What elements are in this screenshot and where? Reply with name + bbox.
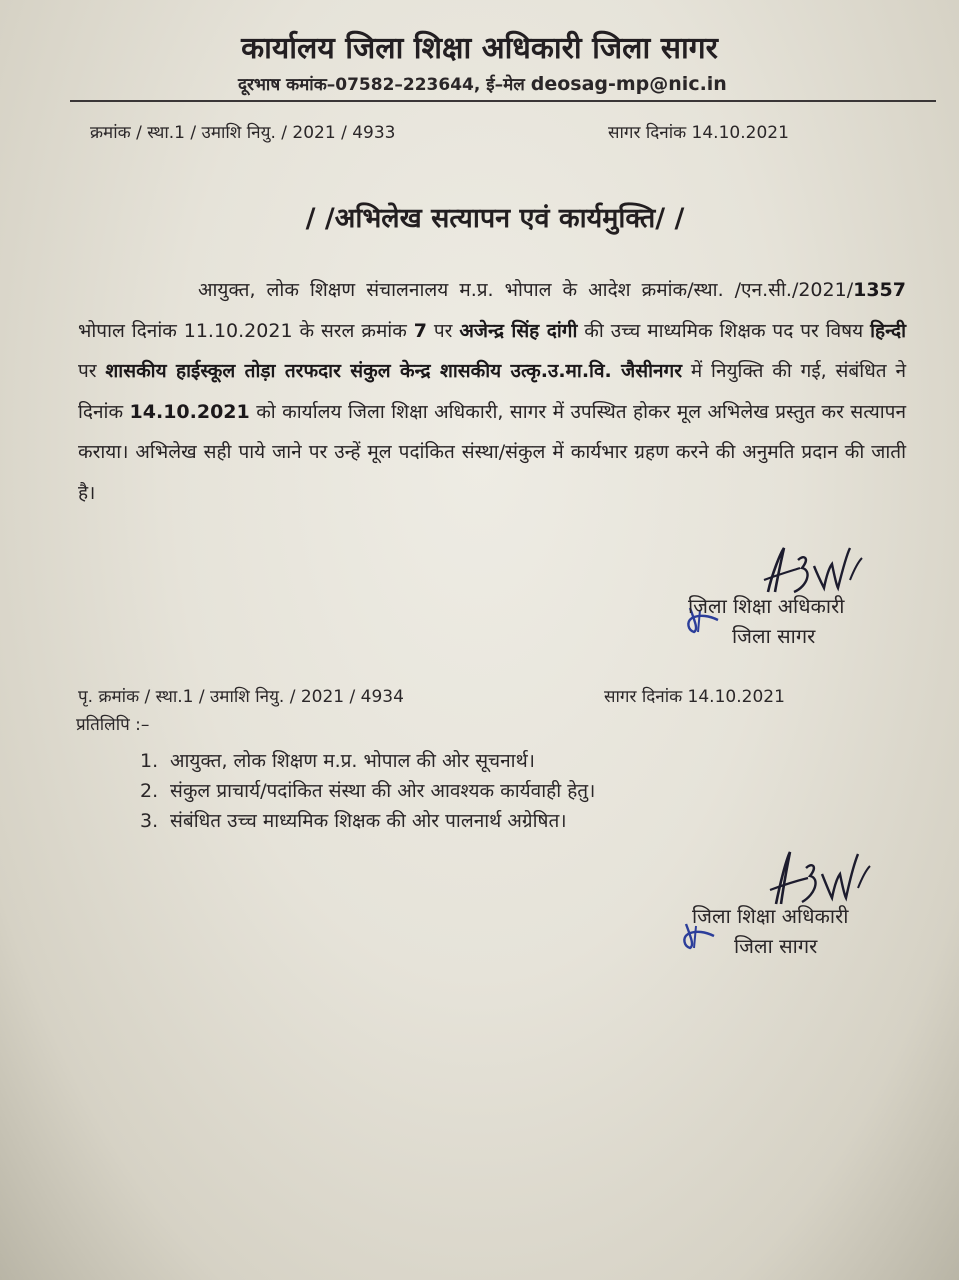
signatory-title-2: जिला शिक्षा अधिकारी xyxy=(692,904,849,928)
document-title: / /अभिलेख सत्यापन एवं कार्यमुक्ति/ / xyxy=(305,203,685,234)
signatory-district-2: जिला सागर xyxy=(734,934,818,958)
list-item: 1. आयुक्त, लोक शिक्षण म.प्र. भोपाल की ओर सूचनार्थ। xyxy=(140,750,535,772)
letterhead-divider xyxy=(70,100,936,102)
signatory-title: जिला शिक्षा अधिकारी xyxy=(688,594,845,618)
contact-phone: दूरभाष कमांक–07582–223644, ई–मेल xyxy=(238,75,525,95)
copy-to-label: प्रतिलिपि :– xyxy=(76,715,150,735)
order-number: क्रमांक / स्था.1 / उमाशि नियु. / 2021 / 4933 xyxy=(90,123,396,143)
list-item: 3. संबंधित उच्च माध्यमिक शिक्षक की ओर पालनार्थ अग्रेषित। xyxy=(140,810,567,832)
contact-email: deosag-mp@nic.in xyxy=(530,73,727,95)
endorsement-number: पृ. क्रमांक / स्था.1 / उमाशि नियु. / 2021 / 4934 xyxy=(78,687,404,707)
order-body: आयुक्त, लोक शिक्षण संचालनालय म.प्र. भोपाल के आदेश क्रमांक/स्था. /एन.सी./2021/1357 भोपाल दिनांक 11.10.2021 के सरल क्रमांक 7 पर अजेन्द्र सिंह दांगी की उच्च माध्यमिक शिक्षक पद पर विषय हिन्दी पर शासकीय हाईस्कूल तोड़ा तरफदार संकुल केन्द्र शासकीय उत्कृ.उ.मा.वि. जैसीनगर में नियुक्ति की गई, संबंधित ने दिनांक 14.10.2021 को कार्यालय जिला शिक्षा अधिकारी, सागर में उपस्थित होकर मूल अभिलेख प्रस्तुत कर सत्यापन कराया। अभिलेख सही पाये जाने पर उन्हें मूल पदांकित संस्था/संकुल में कार्यभार ग्रहण करने की अनुमति प्रदान की जाती है। xyxy=(78,279,907,504)
letterhead-office-title: कार्यालय जिला शिक्षा अधिकारी जिला सागर xyxy=(241,31,718,66)
letterhead-contact xyxy=(238,72,727,95)
list-item: 2. संकुल प्राचार्य/पदांकित संस्था की ओर आवश्यक कार्यवाही हेतु। xyxy=(140,780,596,802)
endorsement-place-date: सागर दिनांक 14.10.2021 xyxy=(604,687,785,707)
order-place-date: सागर दिनांक 14.10.2021 xyxy=(608,123,789,143)
signatory-district: जिला सागर xyxy=(732,624,816,648)
copy-recipients-list xyxy=(140,746,595,836)
